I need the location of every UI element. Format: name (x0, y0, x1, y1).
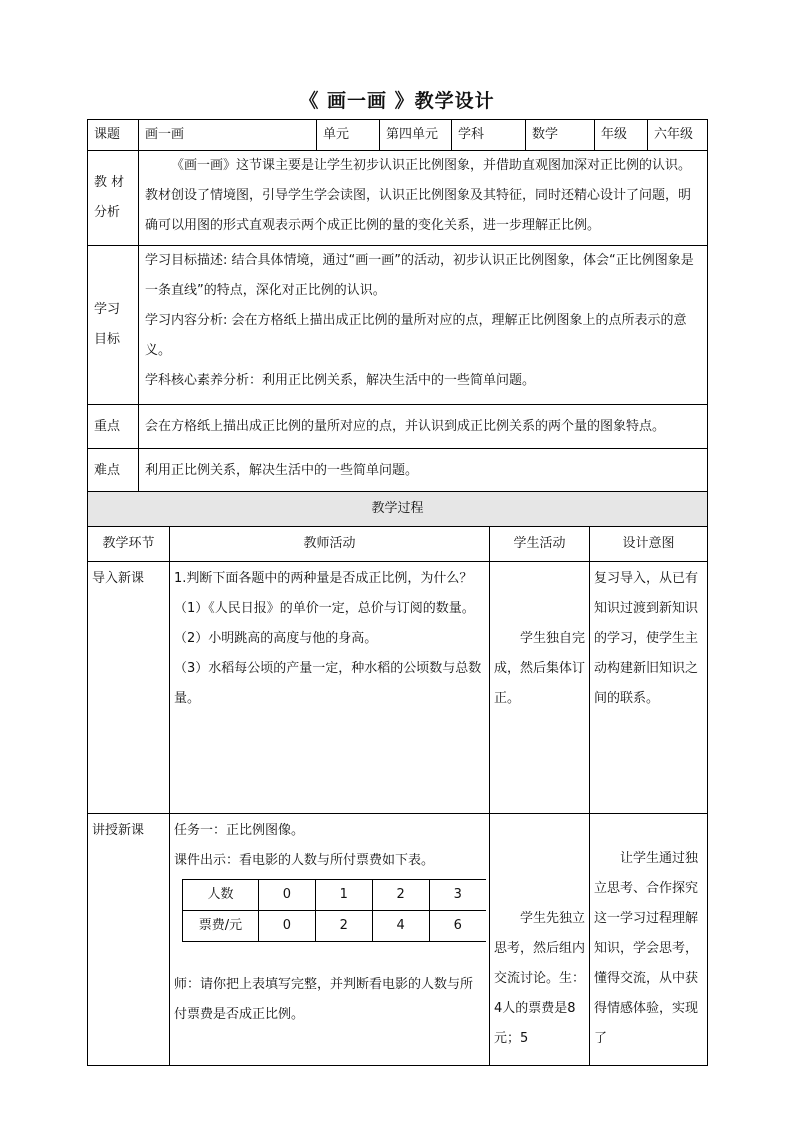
design-intent-intro: 复习导入，从已有知识过渡到新知识的学习，使学生主动构建新旧知识之间的联系。 (590, 562, 708, 814)
table-cell: 3 (429, 880, 486, 911)
topic-label: 课题 (88, 120, 139, 151)
stage-intro: 导入新课 (88, 562, 170, 814)
topic-value: 画一画 (139, 120, 317, 151)
stage-new-lesson: 讲授新课 (88, 814, 170, 1066)
table-cell: 6 (429, 911, 486, 942)
header-teacher: 教师活动 (170, 527, 490, 562)
table-cell: 0 (259, 880, 316, 911)
core-literacy: 学科核心素养分析：利用正比例关系，解决生活中的一些简单问题。 (145, 373, 536, 388)
grade-value: 六年级 (648, 120, 708, 151)
goal-description: 学习目标描述: 结合具体情境，通过“画一画”的活动，初步认识正比例图象，体会“正比例图象是一条直线”的特点，深化对正比例的认识。 (145, 253, 694, 298)
teacher-activity-intro: 1.判断下面各题中的两种量是否成正比例，为什么？ （1）《人民日报》的单价一定，总价与订阅的数量。 （2）小明跳高的高度与他的身高。 （3）水稻每公顷的产量一定，种水稻的公顷数与总数量。 (170, 562, 490, 814)
document-title: 《 画一画 》教学设计 (299, 90, 495, 112)
material-analysis-label: 教 材 分析 (88, 151, 139, 246)
header-student: 学生活动 (490, 527, 590, 562)
content-analysis: 学习内容分析: 会在方格纸上描出成正比例的量所对应的点，理解正比例图象上的点所表示的意义。 (145, 313, 687, 358)
subject-value: 数学 (526, 120, 595, 151)
people-count-label: 人数 (183, 880, 259, 911)
difficulty-text: 利用正比例关系，解决生活中的一些简单问题。 (139, 449, 708, 494)
design-intent-new: 让学生通过独立思考、合作探究这一学习过程理解知识，学会思考，懂得交流，从中获得情感体验，实现了 (590, 814, 708, 1066)
learning-goals-label: 学习 目标 (88, 246, 139, 405)
key-point-label: 重点 (88, 405, 139, 449)
ticket-fee-table (182, 879, 486, 942)
grade-label: 年级 (595, 120, 648, 151)
table-cell: 0 (259, 911, 316, 942)
teaching-process-table (87, 491, 708, 1066)
ticket-fee-label: 票费/元 (183, 911, 259, 942)
table-cell: 4 (372, 911, 429, 942)
header-stage: 教学环节 (88, 527, 170, 562)
key-point-text: 会在方格纸上描出成正比例的量所对应的点，并认识到成正比例关系的两个量的图象特点。 (139, 405, 708, 449)
unit-value: 第四单元 (380, 120, 452, 151)
process-title: 教学过程 (88, 492, 708, 527)
learning-goals-text (139, 246, 708, 405)
material-analysis-text: 《画一画》这节课主要是让学生初步认识正比例图象，并借助直观图加深对正比例的认识。教材创设了情境图，引导学生学会读图，认识正比例图象及其特征，同时还精心设计了问题，明确可以用图的形式直观表示两个成正比例的量的变化关系，进一步理解正比例。 (139, 151, 708, 246)
table-cell: 2 (372, 880, 429, 911)
student-activity-intro: 学生独自完成，然后集体订正。 (490, 562, 590, 814)
teacher-activity-new: 任务一：正比例图像。 课件出示：看电影的人数与所付票费如下表。 人数 0 1 2 3 票费/元 0 2 4 6 师：请你把上表填写完整，并判断看电影的人数与所付票费是否成正比例。 (170, 814, 490, 1066)
course-info-table (87, 119, 708, 494)
table-cell: 1 (315, 880, 372, 911)
unit-label: 单元 (317, 120, 380, 151)
student-activity-new: 学生先独立思考，然后组内交流讨论。生：4人的票费是8元；5 (490, 814, 590, 1066)
header-intent: 设计意图 (590, 527, 708, 562)
table-cell: 2 (315, 911, 372, 942)
difficulty-label: 难点 (88, 449, 139, 494)
subject-label: 学科 (452, 120, 526, 151)
